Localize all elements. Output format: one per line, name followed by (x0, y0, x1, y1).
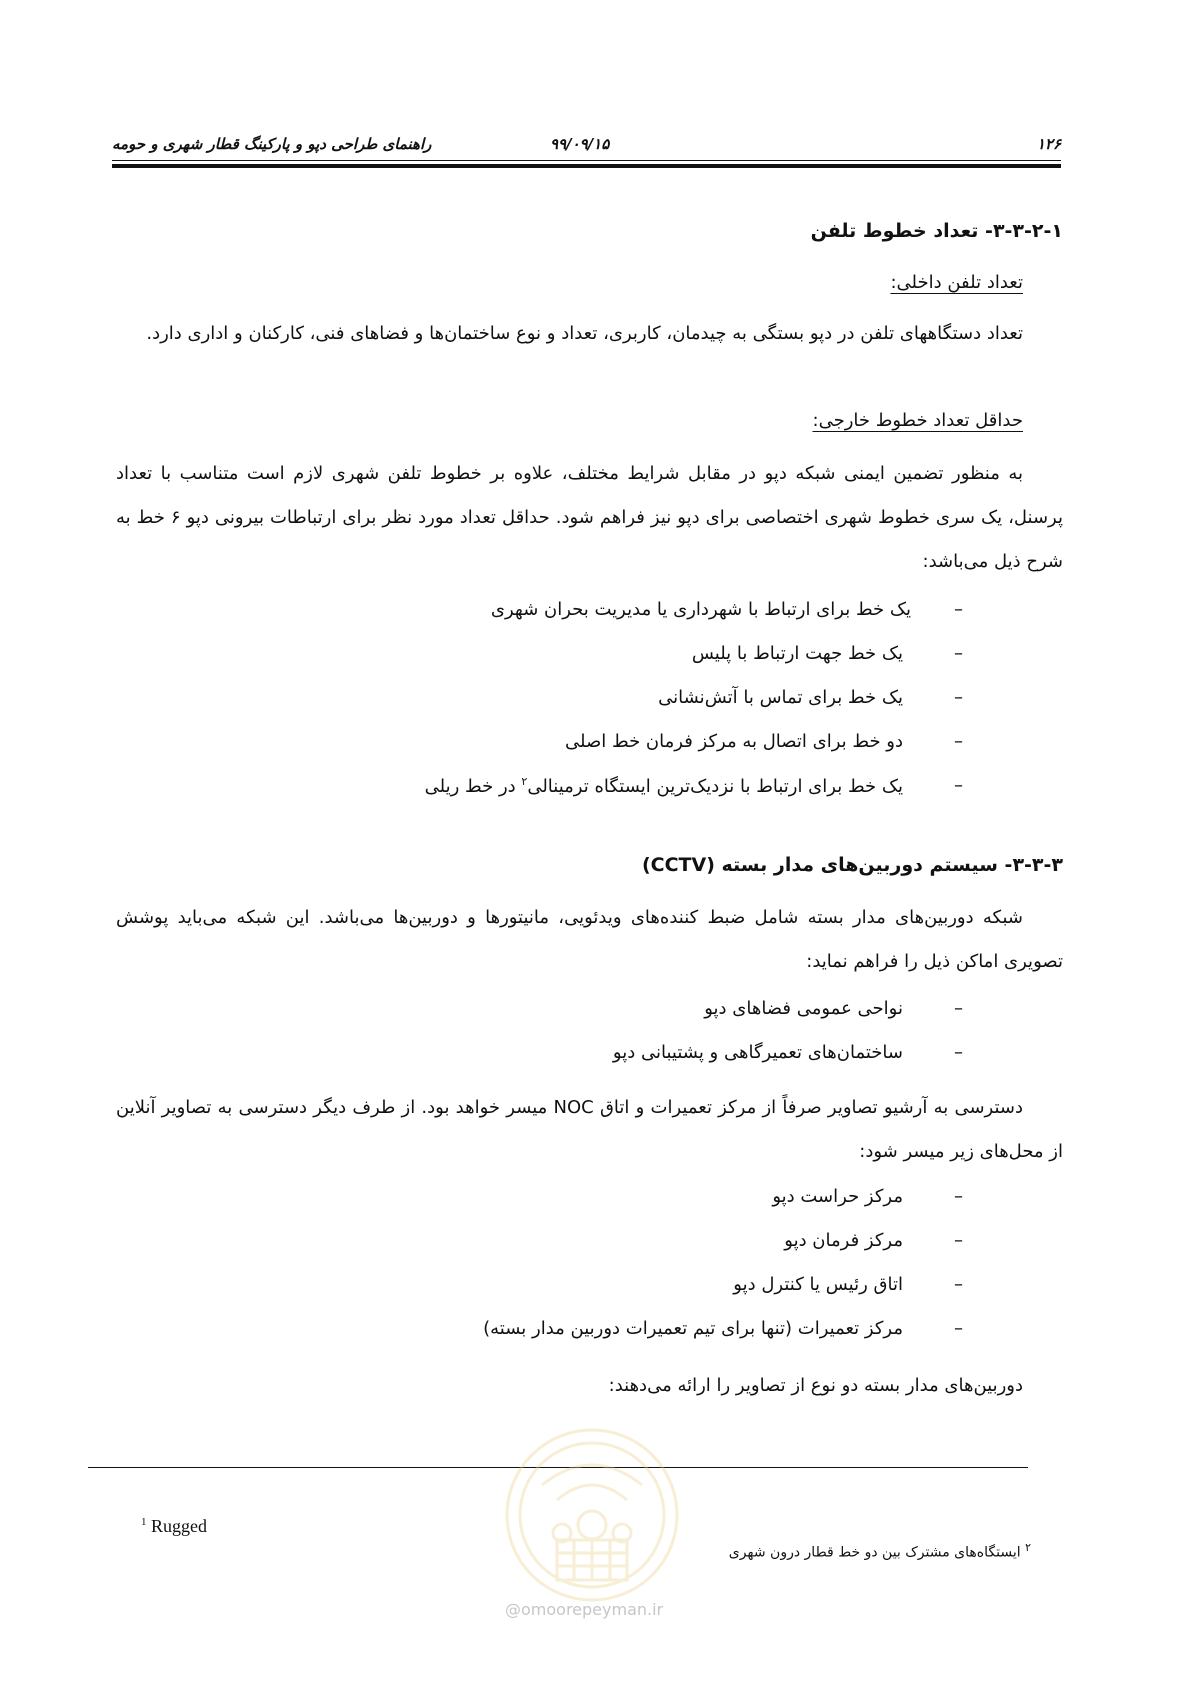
list-item: مرکز تعمیرات (تنها برای تیم تعمیرات دوربین مدار بسته) (483, 1318, 903, 1339)
header-rule-thick (112, 164, 1061, 168)
footnote-1-text: Rugged (146, 1516, 207, 1536)
cctv-access-paragraph: دسترسی به آرشیو تصاویر صرفاً از مرکز تعمیرات و اتاق NOC میسر خواهد بود. از طرف دیگر دسترسی به تصاویر آنلاین از محل‌های زیر میسر شود: (116, 1097, 1063, 1162)
footnote-ref-2: ۲ (521, 775, 528, 788)
list-item: نواحی عمومی فضاهای دپو (704, 998, 903, 1019)
list-bullet: – (954, 1186, 963, 1207)
footnote-2 (729, 1541, 1031, 1561)
page-number: ۱۲۶ (1036, 135, 1061, 153)
list-item: یک خط برای تماس با آتش‌نشانی (658, 687, 903, 708)
header-date: ۹۹/۰۹/۱۵ (550, 135, 610, 153)
list-item: مرکز حراست دپو (772, 1186, 903, 1207)
watermark-text: @omoorepeyman.ir (505, 1600, 664, 1619)
header-rule-thin (112, 160, 1061, 161)
list-bullet: – (954, 731, 963, 752)
list-bullet: – (954, 599, 963, 620)
cctv-intro-paragraph: شبکه دوربین‌های مدار بسته شامل ضبط کننده‌های ویدئویی، مانیتورها و دوربین‌ها می‌باشد. این شبکه می‌باید پوشش تصویری اماکن ذیل را فراهم نماید: (116, 907, 1063, 972)
list-item: ساختمان‌های تعمیرگاهی و پشتیبانی دپو (612, 1042, 903, 1063)
footnote-2-number: ۲ (1025, 1541, 1031, 1554)
section-heading-phone-lines: ۳-۳-۲-۱- تعداد خطوط تلفن (810, 220, 1063, 242)
list-item-text: یک خط برای ارتباط با نزدیک‌ترین ایستگاه ترمینالی (527, 776, 903, 797)
list-item: مرکز فرمان دپو (784, 1230, 903, 1251)
external-lines-paragraph: به منظور تضمین ایمنی شبکه دپو در مقابل شرایط مختلف، علاوه بر خطوط تلفن شهری لازم است متناسب با تعداد پرسنل، یک سری خطوط شهری اختصاصی برای دپو نیز فراهم شود. حداقل تعداد مورد نظر برای ارتباطات بیرونی دپو ۶ خط به شرح ذیل می‌باشد: (116, 463, 1063, 572)
list-item: یک خط جهت ارتباط با پلیس (691, 643, 903, 664)
list-bullet: – (954, 687, 963, 708)
list-item: یک خط برای ارتباط با شهرداری یا مدیریت بحران شهری (490, 599, 911, 620)
header-title: راهنمای طراحی دپو و پارکینگ قطار شهری و حومه (112, 135, 432, 153)
footnote-1 (141, 1516, 207, 1537)
list-item: دو خط برای اتصال به مرکز فرمان خط اصلی (565, 731, 903, 752)
list-bullet: – (954, 775, 963, 796)
list-bullet: – (954, 1274, 963, 1295)
list-item-text-tail: در خط ریلی (424, 776, 522, 797)
list-item: اتاق رئیس یا کنترل دپو (733, 1274, 903, 1295)
section-heading-cctv: ۳-۳-۳- سیستم دوربین‌های مدار بسته (CCTV) (641, 854, 1063, 876)
list-bullet: – (954, 1042, 963, 1063)
footnote-1-number: 1 (141, 1516, 147, 1528)
list-bullet: – (954, 998, 963, 1019)
list-item (425, 775, 903, 797)
list-bullet: – (954, 1230, 963, 1251)
internal-phone-label: تعداد تلفن داخلی: (890, 272, 1023, 293)
list-bullet: – (954, 643, 963, 664)
watermark-seal-icon (502, 1425, 682, 1605)
footnote-2-text: ایستگاه‌های مشترک بین دو خط قطار درون شهری (728, 1544, 1026, 1561)
internal-phone-paragraph: تعداد دستگاههای تلفن در دپو بستگی به چیدمان، کاربری، تعداد و نوع ساختمان‌ها و فضاهای فنی، کارکنان و اداری دارد. (146, 323, 1023, 344)
cctv-closing-line: دوربین‌های مدار بسته دو نوع از تصاویر را ارائه می‌دهند: (608, 1375, 1023, 1396)
list-bullet: – (954, 1318, 963, 1339)
external-lines-label: حداقل تعداد خطوط خارجی: (812, 410, 1023, 431)
